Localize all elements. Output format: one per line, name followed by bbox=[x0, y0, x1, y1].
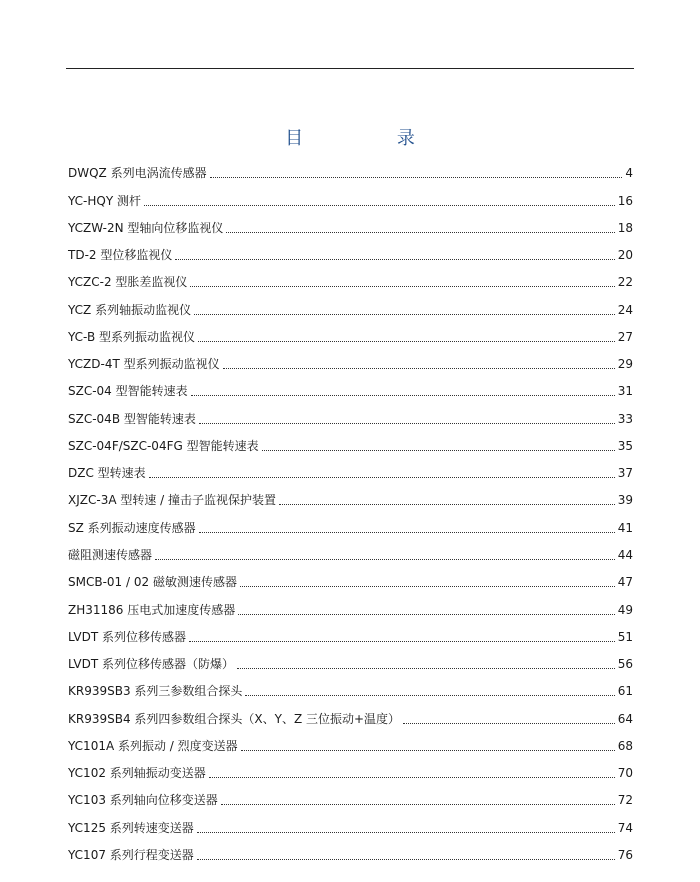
toc-entry-label: KR939SB3 系列三参数组合探头 bbox=[68, 684, 243, 699]
toc-entry[interactable] bbox=[68, 182, 633, 209]
toc-entry-page: 47 bbox=[617, 575, 633, 590]
toc-entry-page: 29 bbox=[617, 357, 633, 372]
toc-entry[interactable] bbox=[68, 700, 633, 727]
toc-entry-label: SMCB-01 / 02 磁敏测速传感器 bbox=[68, 575, 237, 590]
toc-entry-page: 61 bbox=[617, 684, 633, 699]
toc-entry[interactable] bbox=[68, 455, 633, 482]
toc-entry-page: 22 bbox=[617, 275, 633, 290]
toc-entry-label: SZC-04B 型智能转速表 bbox=[68, 411, 196, 426]
toc-entry-label: YC107 系列行程变送器 bbox=[68, 847, 194, 862]
toc-entry[interactable] bbox=[68, 291, 633, 318]
dot-leader bbox=[226, 232, 614, 233]
dot-leader bbox=[197, 832, 615, 833]
toc-entry[interactable] bbox=[68, 728, 633, 755]
toc-entry-label: TD-2 型位移监视仪 bbox=[68, 248, 173, 263]
dot-leader bbox=[149, 477, 615, 478]
dot-leader bbox=[209, 777, 615, 778]
toc-entry[interactable] bbox=[68, 619, 633, 646]
toc-entry-label: SZC-04F/SZC-04FG 型智能转速表 bbox=[68, 438, 259, 453]
toc-entry-page: 27 bbox=[617, 329, 633, 344]
toc-entry-page: 41 bbox=[617, 520, 633, 535]
toc-entry-page: 37 bbox=[617, 466, 633, 481]
toc-entry-page: 24 bbox=[617, 302, 633, 317]
dot-leader bbox=[240, 586, 615, 587]
toc-entry[interactable] bbox=[68, 837, 633, 864]
toc-entry-page: 33 bbox=[617, 411, 633, 426]
toc-entry-label: YC103 系列轴向位移变送器 bbox=[68, 793, 218, 808]
dot-leader bbox=[403, 723, 615, 724]
toc-entry[interactable] bbox=[68, 482, 633, 509]
toc-entry-page: 35 bbox=[617, 438, 633, 453]
dot-leader bbox=[191, 395, 615, 396]
toc-entry-label: DWQZ 系列电涡流传感器 bbox=[68, 166, 207, 181]
toc-entry[interactable] bbox=[68, 346, 633, 373]
toc-entry-page: 39 bbox=[617, 493, 633, 508]
toc-entry-label: XJZC-3A 型转速 / 撞击子监视保护装置 bbox=[68, 493, 277, 508]
toc-entry[interactable] bbox=[68, 400, 633, 427]
dot-leader bbox=[190, 286, 614, 287]
dot-leader bbox=[144, 205, 615, 206]
toc-entry-page: 64 bbox=[617, 711, 633, 726]
toc-entry[interactable] bbox=[68, 428, 633, 455]
dot-leader bbox=[175, 259, 614, 260]
toc-entry-label: 磁阻测速传感器 bbox=[68, 547, 153, 562]
dot-leader bbox=[199, 532, 615, 533]
toc-entry-page: 68 bbox=[617, 738, 633, 753]
dot-leader bbox=[199, 423, 615, 424]
dot-leader bbox=[279, 504, 615, 505]
toc-entry-page: 20 bbox=[617, 248, 633, 263]
toc-entry-page: 70 bbox=[617, 766, 633, 781]
toc-entry-label: YC125 系列转速变送器 bbox=[68, 820, 194, 835]
toc-entry-label: LVDT 系列位移传感器（防爆） bbox=[68, 657, 234, 672]
dot-leader bbox=[221, 804, 615, 805]
toc-entry[interactable] bbox=[68, 264, 633, 291]
toc-entry-label: YC101A 系列振动 / 烈度变送器 bbox=[68, 738, 238, 753]
toc-entry-page: 44 bbox=[617, 547, 633, 562]
toc-entry-label: KR939SB4 系列四参数组合探头（X、Y、Z 三位振动+温度） bbox=[68, 711, 401, 726]
dot-leader bbox=[210, 177, 623, 178]
toc-entry[interactable] bbox=[68, 210, 633, 237]
toc-entry-page: 74 bbox=[617, 820, 633, 835]
toc-entry-label: YCZW-2N 型轴向位移监视仪 bbox=[68, 220, 224, 235]
toc-entry-page: 18 bbox=[617, 220, 633, 235]
toc-entry-label: YC-HQY 测杆 bbox=[68, 193, 141, 208]
toc-entry[interactable] bbox=[68, 646, 633, 673]
toc-entry-label: LVDT 系列位移传感器 bbox=[68, 629, 186, 644]
toc-entry-label: YCZ 系列轴振动监视仪 bbox=[68, 302, 192, 317]
toc-entry[interactable] bbox=[68, 509, 633, 536]
toc-entry-label: YCZD-4T 型系列振动监视仪 bbox=[68, 357, 220, 372]
toc-entry-label: SZ 系列振动速度传感器 bbox=[68, 520, 196, 535]
toc-entry[interactable] bbox=[68, 237, 633, 264]
toc-entry-page: 56 bbox=[617, 657, 633, 672]
dot-leader bbox=[238, 614, 614, 615]
toc-entry[interactable] bbox=[68, 809, 633, 836]
page-title: 目 录 bbox=[285, 128, 459, 149]
toc-entry[interactable] bbox=[68, 155, 633, 182]
toc-entry-label: YC102 系列轴振动变送器 bbox=[68, 766, 206, 781]
dot-leader bbox=[197, 859, 615, 860]
toc-entry[interactable] bbox=[68, 782, 633, 809]
dot-leader bbox=[155, 559, 615, 560]
dot-leader bbox=[223, 368, 615, 369]
toc-entry-label: SZC-04 型智能转速表 bbox=[68, 384, 188, 399]
toc-entry-page: 31 bbox=[617, 384, 633, 399]
dot-leader bbox=[237, 668, 615, 669]
dot-leader bbox=[262, 450, 615, 451]
toc-entry[interactable] bbox=[68, 591, 633, 618]
toc-entry-page: 4 bbox=[625, 166, 633, 181]
table-of-contents bbox=[68, 155, 633, 864]
toc-entry-label: DZC 型转速表 bbox=[68, 466, 146, 481]
header-rule bbox=[66, 68, 634, 69]
toc-entry-label: YC-B 型系列振动监视仪 bbox=[68, 329, 196, 344]
dot-leader bbox=[198, 341, 615, 342]
toc-entry-label: ZH31186 压电式加速度传感器 bbox=[68, 602, 236, 617]
toc-entry[interactable] bbox=[68, 673, 633, 700]
toc-entry-page: 49 bbox=[617, 602, 633, 617]
toc-entry-page: 72 bbox=[617, 793, 633, 808]
dot-leader bbox=[189, 641, 615, 642]
dot-leader bbox=[194, 314, 615, 315]
toc-entry-page: 16 bbox=[617, 193, 633, 208]
toc-entry[interactable] bbox=[68, 564, 633, 591]
toc-entry-page: 76 bbox=[617, 847, 633, 862]
toc-entry[interactable] bbox=[68, 755, 633, 782]
toc-entry[interactable] bbox=[68, 373, 633, 400]
toc-entry-label: YCZC-2 型胀差监视仪 bbox=[68, 275, 188, 290]
dot-leader bbox=[245, 695, 614, 696]
toc-entry[interactable] bbox=[68, 537, 633, 564]
toc-entry-page: 51 bbox=[617, 629, 633, 644]
dot-leader bbox=[241, 750, 615, 751]
toc-entry[interactable] bbox=[68, 319, 633, 346]
